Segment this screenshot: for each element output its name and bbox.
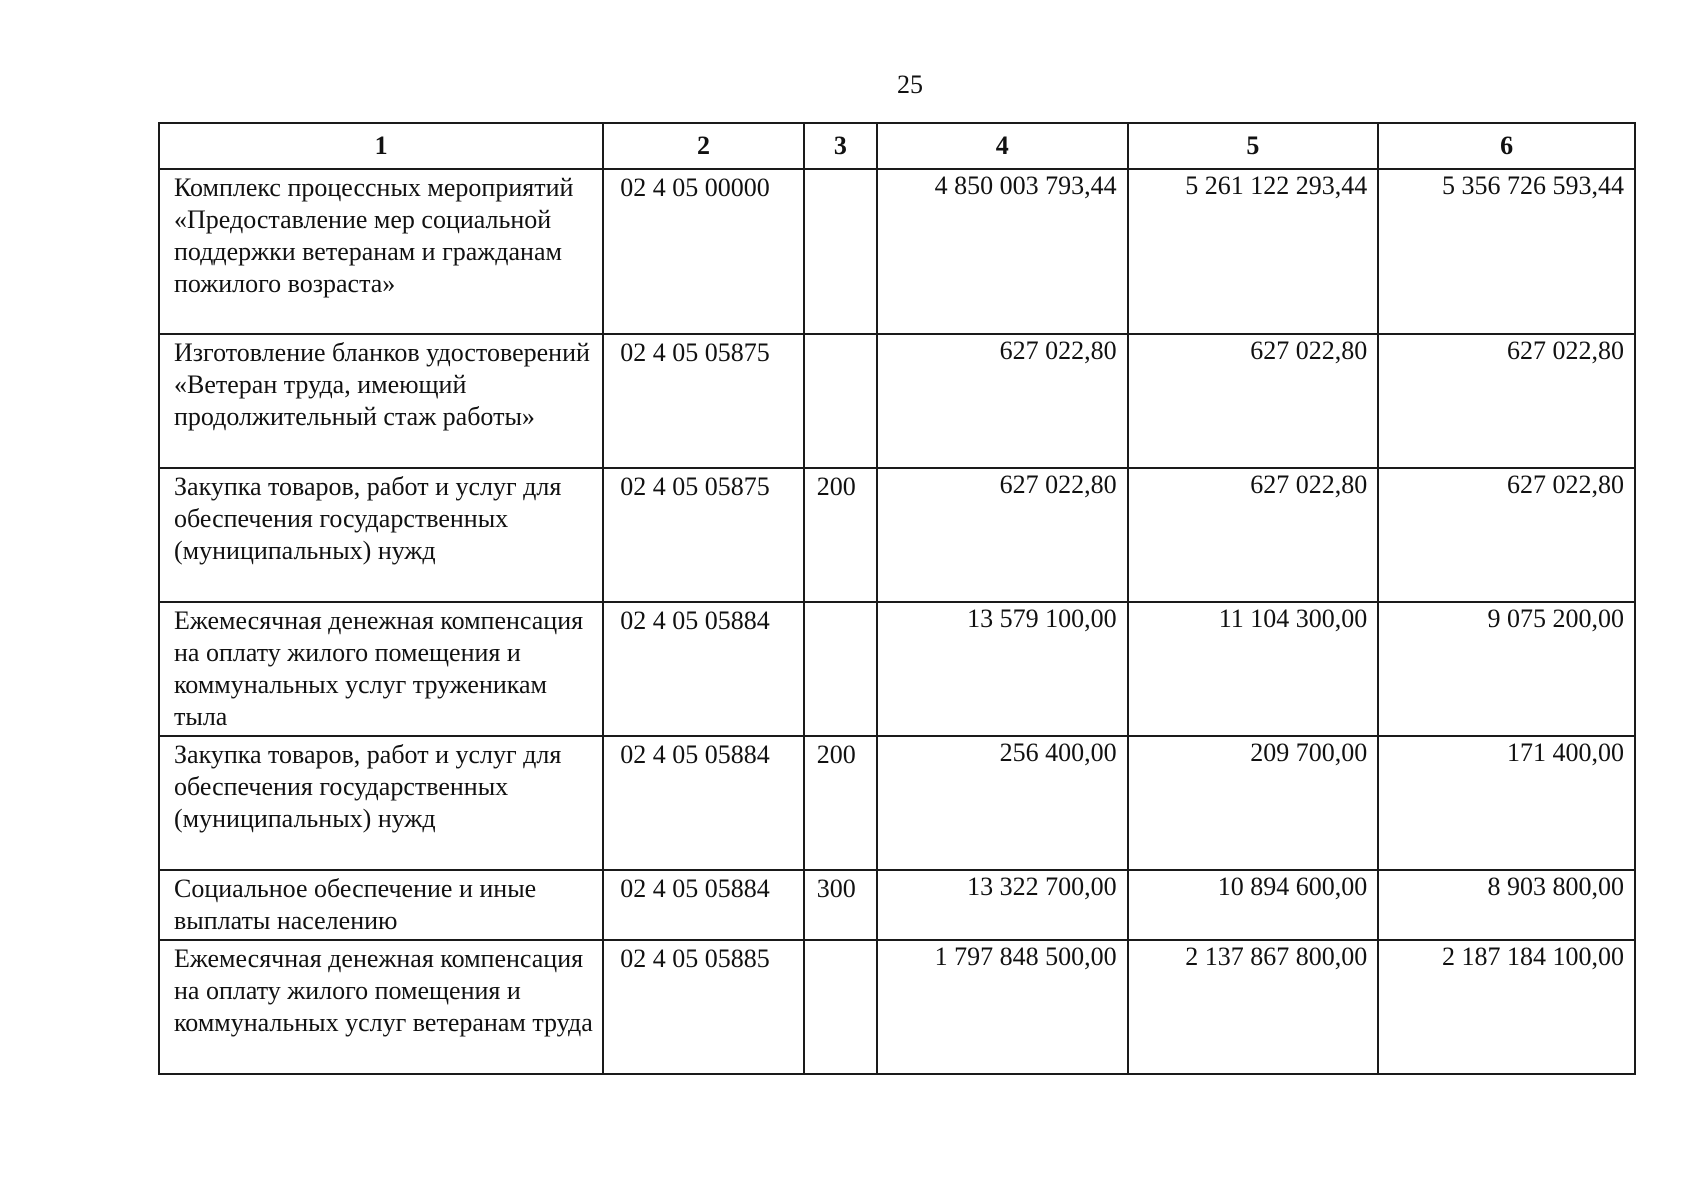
row-code: 02 4 05 05885	[603, 940, 804, 1074]
row-amount-4: 627 022,80	[877, 334, 1128, 468]
row-code: 02 4 05 05875	[603, 468, 804, 602]
row-name: Комплекс процессных мероприятий «Предоставление мер социальной поддержки ветеранам и гражданам пожилого возраста»	[159, 169, 603, 334]
row-name: Закупка товаров, работ и услуг для обеспечения государственных (муниципальных) нужд	[159, 736, 603, 870]
row-amount-6: 171 400,00	[1378, 736, 1635, 870]
row-code: 02 4 05 05875	[603, 334, 804, 468]
row-amount-6: 627 022,80	[1378, 334, 1635, 468]
row-amount-6: 5 356 726 593,44	[1378, 169, 1635, 334]
row-amount-6: 627 022,80	[1378, 468, 1635, 602]
row-type: 300	[804, 870, 877, 940]
row-name: Изготовление бланков удостоверений «Ветеран труда, имеющий продолжительный стаж работы»	[159, 334, 603, 468]
row-type	[804, 602, 877, 736]
row-amount-4: 627 022,80	[877, 468, 1128, 602]
table-row	[159, 940, 1635, 1074]
column-header-2: 2	[603, 123, 804, 169]
row-amount-5: 627 022,80	[1128, 334, 1379, 468]
table-row	[159, 334, 1635, 468]
row-code: 02 4 05 00000	[603, 169, 804, 334]
row-name: Ежемесячная денежная компенсация на оплату жилого помещения и коммунальных услуг труженикам тыла	[159, 602, 603, 736]
row-amount-5: 627 022,80	[1128, 468, 1379, 602]
row-code: 02 4 05 05884	[603, 736, 804, 870]
page-number: 25	[897, 70, 923, 99]
table-row	[159, 602, 1635, 736]
row-amount-6: 2 187 184 100,00	[1378, 940, 1635, 1074]
table-row	[159, 468, 1635, 602]
row-name: Ежемесячная денежная компенсация на оплату жилого помещения и коммунальных услуг ветеранам труда	[159, 940, 603, 1074]
row-amount-4: 4 850 003 793,44	[877, 169, 1128, 334]
row-amount-4: 1 797 848 500,00	[877, 940, 1128, 1074]
table-row	[159, 169, 1635, 334]
row-amount-4: 13 579 100,00	[877, 602, 1128, 736]
row-type	[804, 169, 877, 334]
budget-table	[158, 122, 1636, 1075]
row-name: Закупка товаров, работ и услуг для обеспечения государственных (муниципальных) нужд	[159, 468, 603, 602]
row-amount-4: 256 400,00	[877, 736, 1128, 870]
row-amount-5: 5 261 122 293,44	[1128, 169, 1379, 334]
table-row	[159, 870, 1635, 940]
row-amount-6: 8 903 800,00	[1378, 870, 1635, 940]
column-header-1: 1	[159, 123, 603, 169]
row-type	[804, 940, 877, 1074]
column-header-5: 5	[1128, 123, 1379, 169]
table-row	[159, 736, 1635, 870]
column-header-6: 6	[1378, 123, 1635, 169]
row-amount-5: 2 137 867 800,00	[1128, 940, 1379, 1074]
row-amount-5: 209 700,00	[1128, 736, 1379, 870]
row-code: 02 4 05 05884	[603, 602, 804, 736]
row-amount-5: 11 104 300,00	[1128, 602, 1379, 736]
row-amount-5: 10 894 600,00	[1128, 870, 1379, 940]
row-name: Социальное обеспечение и иные выплаты населению	[159, 870, 603, 940]
row-type: 200	[804, 468, 877, 602]
row-code: 02 4 05 05884	[603, 870, 804, 940]
table-header-row	[159, 123, 1635, 169]
row-amount-4: 13 322 700,00	[877, 870, 1128, 940]
column-header-3: 3	[804, 123, 877, 169]
row-type: 200	[804, 736, 877, 870]
row-type	[804, 334, 877, 468]
column-header-4: 4	[877, 123, 1128, 169]
row-amount-6: 9 075 200,00	[1378, 602, 1635, 736]
